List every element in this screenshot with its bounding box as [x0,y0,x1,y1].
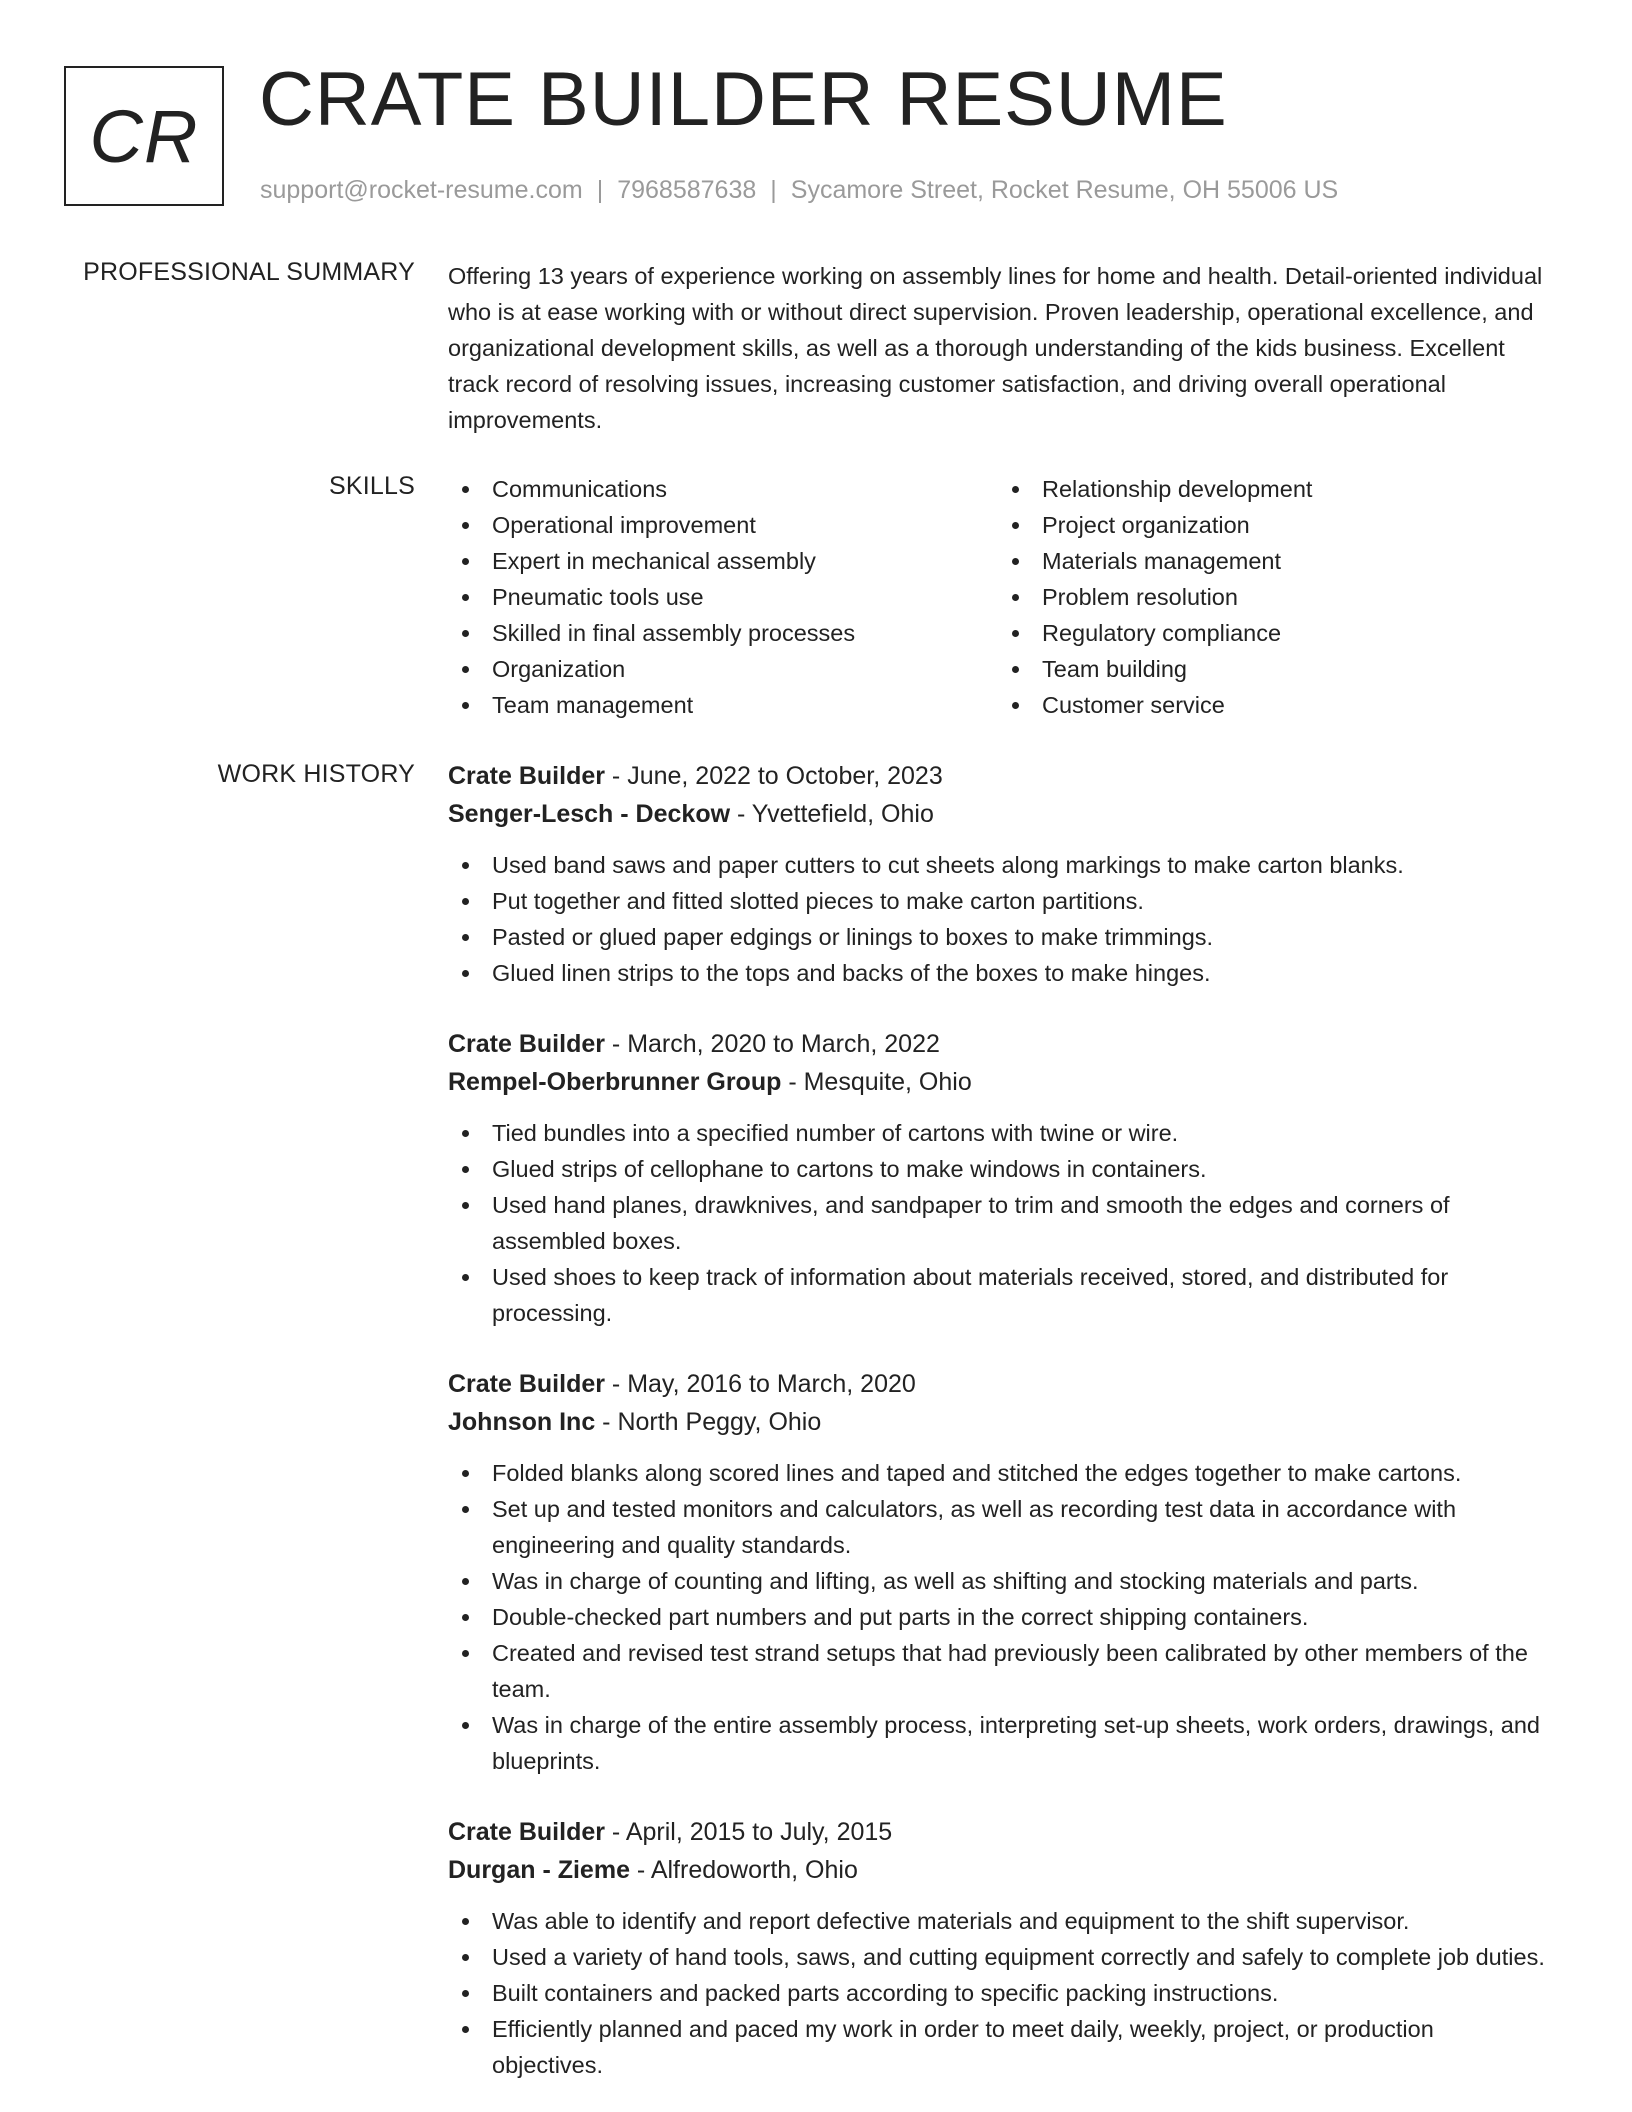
job-title-line [448,1813,1548,1851]
job-bullet: Put together and fitted slotted pieces to make carton partitions. [448,883,1548,919]
skill-item: Project organization [998,507,1538,543]
summary-section [448,258,1548,438]
job-title-line [448,1365,1548,1403]
job-bullets [448,1455,1548,1779]
contact-separator: | [596,176,604,204]
job-title: Crate Builder [448,762,605,790]
contact-address: Sycamore Street, Rocket Resume, OH 55006 US [790,176,1339,204]
job-bullet: Tied bundles into a specified number of cartons with twine or wire. [448,1115,1548,1151]
skills-heading: SKILLS [329,472,415,500]
skill-item: Materials management [998,543,1538,579]
skills-list-left [448,471,988,723]
job-title-line [448,1025,1548,1063]
job-bullet: Glued linen strips to the tops and backs of the boxes to make hinges. [448,955,1548,991]
job-bullet: Double-checked part numbers and put parts in the correct shipping containers. [448,1599,1548,1635]
job-title-line [448,757,1548,795]
summary-text: Offering 13 years of experience working on assembly lines for home and health. Detail-oriented individual who is at ease working with or without direct supervision. Proven leadership, operational excellence, and organizational development skills, as well as a thorough understanding of the kids business. Excellent track record of resolving issues, increasing customer satisfaction, and driving overall operational improvements. [448,263,1543,433]
job-company-line [448,1403,1548,1441]
job-bullet: Glued strips of cellophane to cartons to make windows in containers. [448,1151,1548,1187]
job-bullet: Used hand planes, drawknives, and sandpaper to trim and smooth the edges and corners of assembled boxes. [448,1187,1548,1259]
job-bullet: Pasted or glued paper edgings or linings to boxes to make trimmings. [448,919,1548,955]
skill-item: Organization [448,651,988,687]
job-bullets [448,1115,1548,1331]
job-bullet: Used band saws and paper cutters to cut sheets along markings to make carton blanks. [448,847,1548,883]
job-bullet: Created and revised test strand setups that had previously been calibrated by other members of the team. [448,1635,1548,1707]
job-entry [448,1813,1548,2083]
contact-separator: | [770,176,777,204]
job-location: - North Peggy, Ohio [595,1408,822,1436]
job-entry [448,757,1548,991]
skill-item: Pneumatic tools use [448,579,988,615]
work-history-section [448,757,1548,2112]
skill-item: Communications [448,471,988,507]
job-company: Rempel-Oberbrunner Group [448,1068,782,1096]
job-dates: - May, 2016 to March, 2020 [604,1370,916,1398]
job-bullet: Used a variety of hand tools, saws, and cutting equipment correctly and safely to complete job duties. [448,1939,1548,1975]
job-bullet: Built containers and packed parts according to specific packing instructions. [448,1975,1548,2011]
summary-heading: PROFESSIONAL SUMMARY [83,258,415,286]
job-location: - Yvettefield, Ohio [730,800,934,828]
job-company-line [448,1063,1548,1101]
job-title: Crate Builder [448,1370,605,1398]
job-company: Johnson Inc [448,1408,596,1436]
resume-title: CRATE BUILDER RESUME [259,57,1228,142]
skill-item: Operational improvement [448,507,988,543]
job-bullet: Was able to identify and report defective materials and equipment to the shift supervisor. [448,1903,1548,1939]
job-title: Crate Builder [448,1030,605,1058]
monogram-initials: CR [89,94,199,178]
skill-item: Team management [448,687,988,723]
job-bullet: Was in charge of counting and lifting, as well as shifting and stocking materials and parts. [448,1563,1548,1599]
skill-item: Problem resolution [998,579,1538,615]
job-company-line [448,1851,1548,1889]
job-bullet: Set up and tested monitors and calculators, as well as recording test data in accordance with engineering and quality standards. [448,1491,1548,1563]
job-bullets [448,1903,1548,2083]
job-company: Durgan - Zieme [448,1856,630,1884]
skill-item: Skilled in final assembly processes [448,615,988,651]
job-bullet: Efficiently planned and paced my work in order to meet daily, weekly, project, or production objectives. [448,2011,1548,2083]
job-dates: - April, 2015 to July, 2015 [604,1818,893,1846]
job-dates: - June, 2022 to October, 2023 [604,762,943,790]
job-location: - Alfredoworth, Ohio [629,1856,858,1884]
skill-item: Expert in mechanical assembly [448,543,988,579]
skill-item: Relationship development [998,471,1538,507]
job-dates: - March, 2020 to March, 2022 [604,1030,940,1058]
job-company: Senger-Lesch - Deckow [448,800,731,828]
job-bullet: Folded blanks along scored lines and taped and stitched the edges together to make cartons. [448,1455,1548,1491]
job-bullets [448,847,1548,991]
skills-section [448,471,1548,731]
skill-item: Team building [998,651,1538,687]
contact-line [260,174,1338,207]
skill-item: Customer service [998,687,1538,723]
job-bullet: Was in charge of the entire assembly process, interpreting set-up sheets, work orders, drawings, and blueprints. [448,1707,1548,1779]
skills-list-right [998,471,1538,723]
job-bullet: Used shoes to keep track of information about materials received, stored, and distributed for processing. [448,1259,1548,1331]
contact-email: support@rocket-resume.com [260,176,583,204]
job-location: - Mesquite, Ohio [781,1068,972,1096]
job-company-line [448,795,1548,833]
job-title: Crate Builder [448,1818,605,1846]
job-entry [448,1365,1548,1779]
contact-phone: 7968587638 [617,176,757,204]
skill-item: Regulatory compliance [998,615,1538,651]
job-entry [448,1025,1548,1331]
work-history-heading: WORK HISTORY [217,760,415,788]
monogram-box [64,66,224,206]
